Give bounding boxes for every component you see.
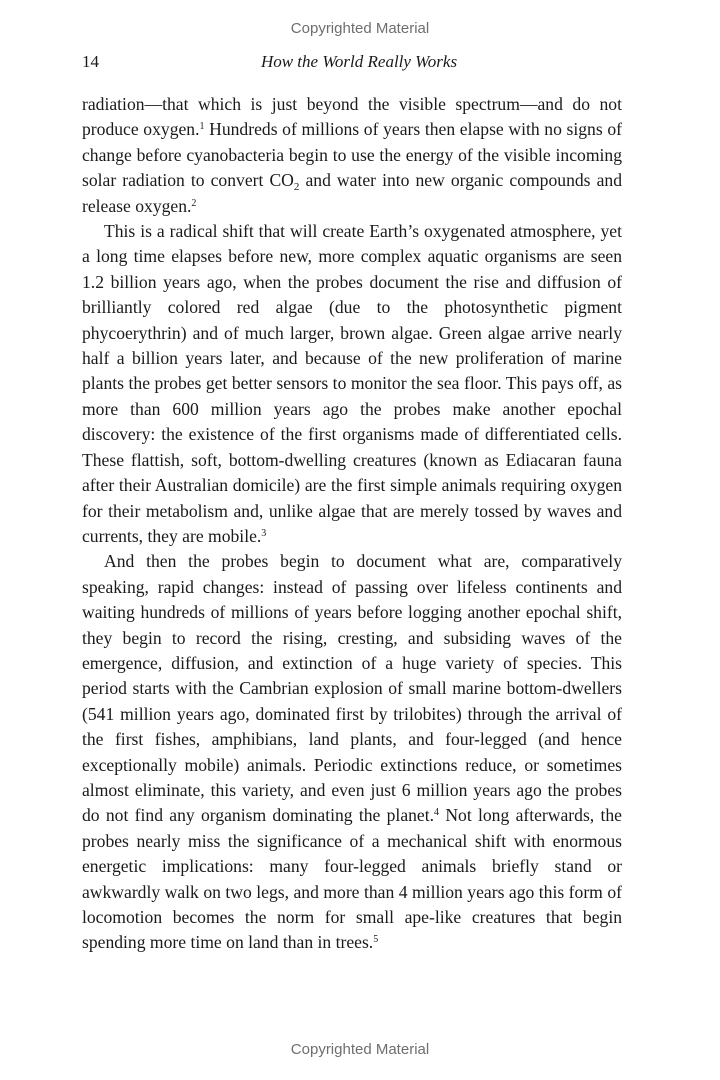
- paragraph: [82, 92, 622, 219]
- footnote-marker: 2: [191, 197, 197, 209]
- footnote-marker: 5: [373, 934, 379, 946]
- footnote-marker: 3: [261, 527, 267, 539]
- subscript: 2: [293, 181, 300, 194]
- text-run: Not long afterwards, the probes nearly miss the significance of a mechanical shift with enormous energetic implications: many four-legged animals briefly stand or awkwardly walk on two legs, and more than 4 million years ago this form of locomotion becomes the norm for small ape-like creatures that begin spending more time on land than in trees.: [82, 805, 622, 953]
- page-number: 14: [82, 52, 99, 71]
- text-run: This is a radical shift that will create Earth’s oxygenated atmosphere, yet a long time elapses before new, more complex aquatic organisms are seen 1.2 billion years ago, when the probes document the rise and diffusion of brilliantly colored red algae (due to the photosynthetic pigment phycoerythrin) and of much larger, brown algae. Green algae arrive nearly half a billion years later, and because of the new proliferation of marine plants the probes get better sensors to monitor the sea floor. This pays off, as more than 600 million years ago the probes make another epochal discovery: the existence of the first organisms made of differentiated cells. These flattish, soft, bottom-dwelling creatures (known as Ediacaran fauna after their Australian domicile) are the first simple animals requiring oxygen for their metabolism and, unlike algae that are merely tossed by waves and currents, they are mobile.: [82, 221, 622, 546]
- text-run: radiation—that which is just beyond the visible spectrum—and do not produce oxygen.: [82, 94, 622, 140]
- copyright-watermark-bottom: Copyrighted Material: [290, 1041, 430, 1058]
- text-run: and water into new organic compounds and release oxygen.: [82, 170, 622, 216]
- running-title: How the World Really Works: [260, 52, 458, 71]
- text-run: And then the probes begin to document what are, comparatively speaking, rapid changes: instead of passing over lifeless continents and waiting hundreds of millions of years before logging another epochal shift, they begin to record the rising, cresting, and subsiding waves of the emergence, diffusion, and extinction of a huge variety of species. This period starts with the Cambrian explosion of small marine bottom-dwellers (541 million years ago, dominated first by trilobites) through the arrival of the first fishes, amphibians, land plants, and four-legged (and hence exceptionally mobile) animals. Periodic extinctions reduce, or sometimes almost eliminate, this variety, and even just 6 million years ago the probes do not find any organism dominating the planet.: [82, 551, 622, 826]
- body-text: [82, 92, 622, 956]
- paragraph: [82, 219, 622, 549]
- text-run: Hundreds of millions of years then elapse with no signs of change before cyanobacteria begin to use the energy of the visible incoming solar radiation to convert CO: [82, 119, 622, 191]
- footnote-marker: 4: [434, 807, 440, 819]
- paragraph: [82, 549, 622, 956]
- page-header: [82, 52, 636, 76]
- copyright-watermark-top: Copyrighted Material: [290, 20, 430, 37]
- footnote-marker: 1: [199, 121, 205, 133]
